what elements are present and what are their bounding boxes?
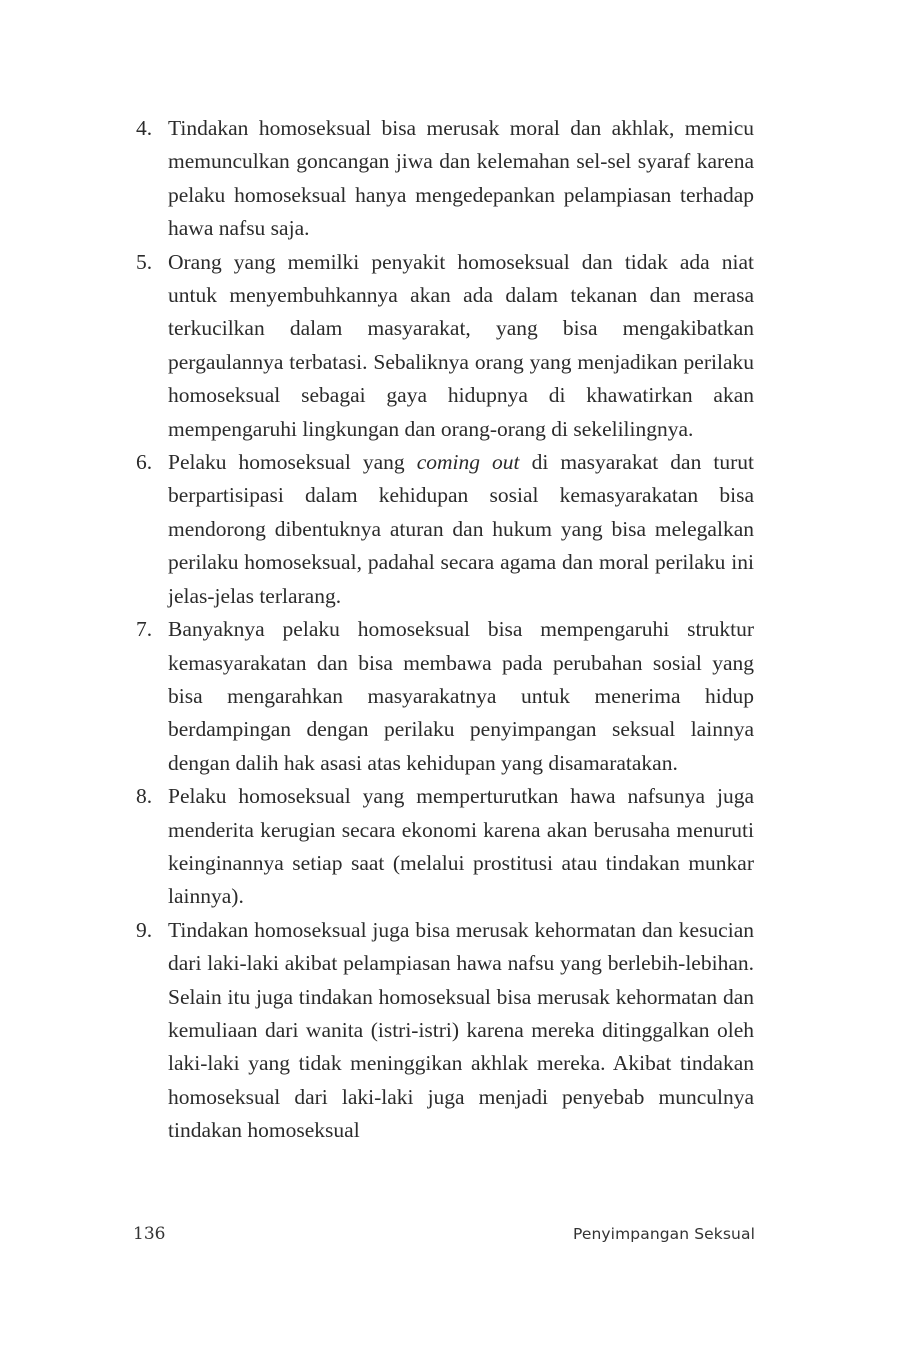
list-item-number: 7. [136, 617, 153, 642]
text-segment: Pelaku homoseksual yang [168, 450, 417, 475]
list-item-number: 9. [136, 917, 153, 942]
list-item-number: 6. [136, 450, 153, 475]
list-item-text [168, 450, 754, 608]
list-item-6 [136, 446, 754, 613]
list-item-text: Tindakan homoseksual bisa merusak moral dan akhlak, memicu memunculkan goncangan jiwa dan kelemahan sel-sel syaraf karena pelaku homoseksual hanya mengedepankan pelampiasan terhadap hawa nafsu saja. [168, 116, 754, 241]
list-item-number: 4. [136, 116, 153, 140]
list-item-number: 5. [136, 249, 153, 274]
text-segment: di masyarakat dan turut berpartisipasi dalam kehidupan sosial kemasyarakatan bisa mendorong dibentuknya aturan dan hukum yang bisa melegalkan perilaku homoseksual, padahal secara agama dan moral perilaku ini jelas-jelas terlarang. [168, 450, 754, 608]
list-item-number: 8. [136, 784, 153, 809]
list-item-9 [136, 914, 754, 1148]
list-item-4 [136, 112, 754, 246]
page-number: 136 [133, 1224, 166, 1244]
italic-term: coming out [416, 450, 520, 475]
list-item-text: Tindakan homoseksual juga bisa merusak kehormatan dan kesucian dari laki-laki akibat pelampiasan hawa nafsu yang berlebih-lebihan. Selain itu juga tindakan homoseksual bisa merusak kehormatan dan kemuliaan dari wanita (istri-istri) karena mereka ditinggalkan oleh laki-laki yang tidak meninggikan akhlak mereka. Akibat tindakan homoseksual dari laki-laki juga menjadi penyebab munculnya tindakan homoseksual [168, 917, 754, 1143]
list-item-text: Banyaknya pelaku homoseksual bisa mempengaruhi struktur kemasyarakatan dan bisa membawa pada perubahan sosial yang bisa mengarahkan masyarakatnya untuk menerima hidup berdampingan dengan perilaku penyimpangan seksual lainnya dengan dalih hak asasi atas kehidupan yang disamaratakan. [168, 617, 754, 775]
page-footer [133, 1220, 755, 1248]
numbered-list [136, 112, 754, 1148]
list-item-8 [136, 780, 754, 914]
list-item-7 [136, 613, 754, 780]
list-item-5 [136, 246, 754, 446]
list-item-text: Orang yang memilki penyakit homoseksual dan tidak ada niat untuk menyembuhkannya akan ada dalam tekanan dan merasa terkucilkan dalam masyarakat, yang bisa mengakibatkan pergaulannya terbatasi. Sebaliknya orang yang menjadikan perilaku homoseksual sebagai gaya hidupnya di khawatirkan akan mempengaruhi lingkungan dan orang-orang di sekelilingnya. [168, 249, 754, 441]
running-title: Penyimpangan Seksual [572, 1225, 755, 1243]
list-item-text: Pelaku homoseksual yang memperturutkan hawa nafsunya juga menderita kerugian secara ekonomi karena akan berusaha menuruti keinginannya setiap saat (melalui prostitusi atau tindakan munkar lainnya). [168, 784, 754, 909]
